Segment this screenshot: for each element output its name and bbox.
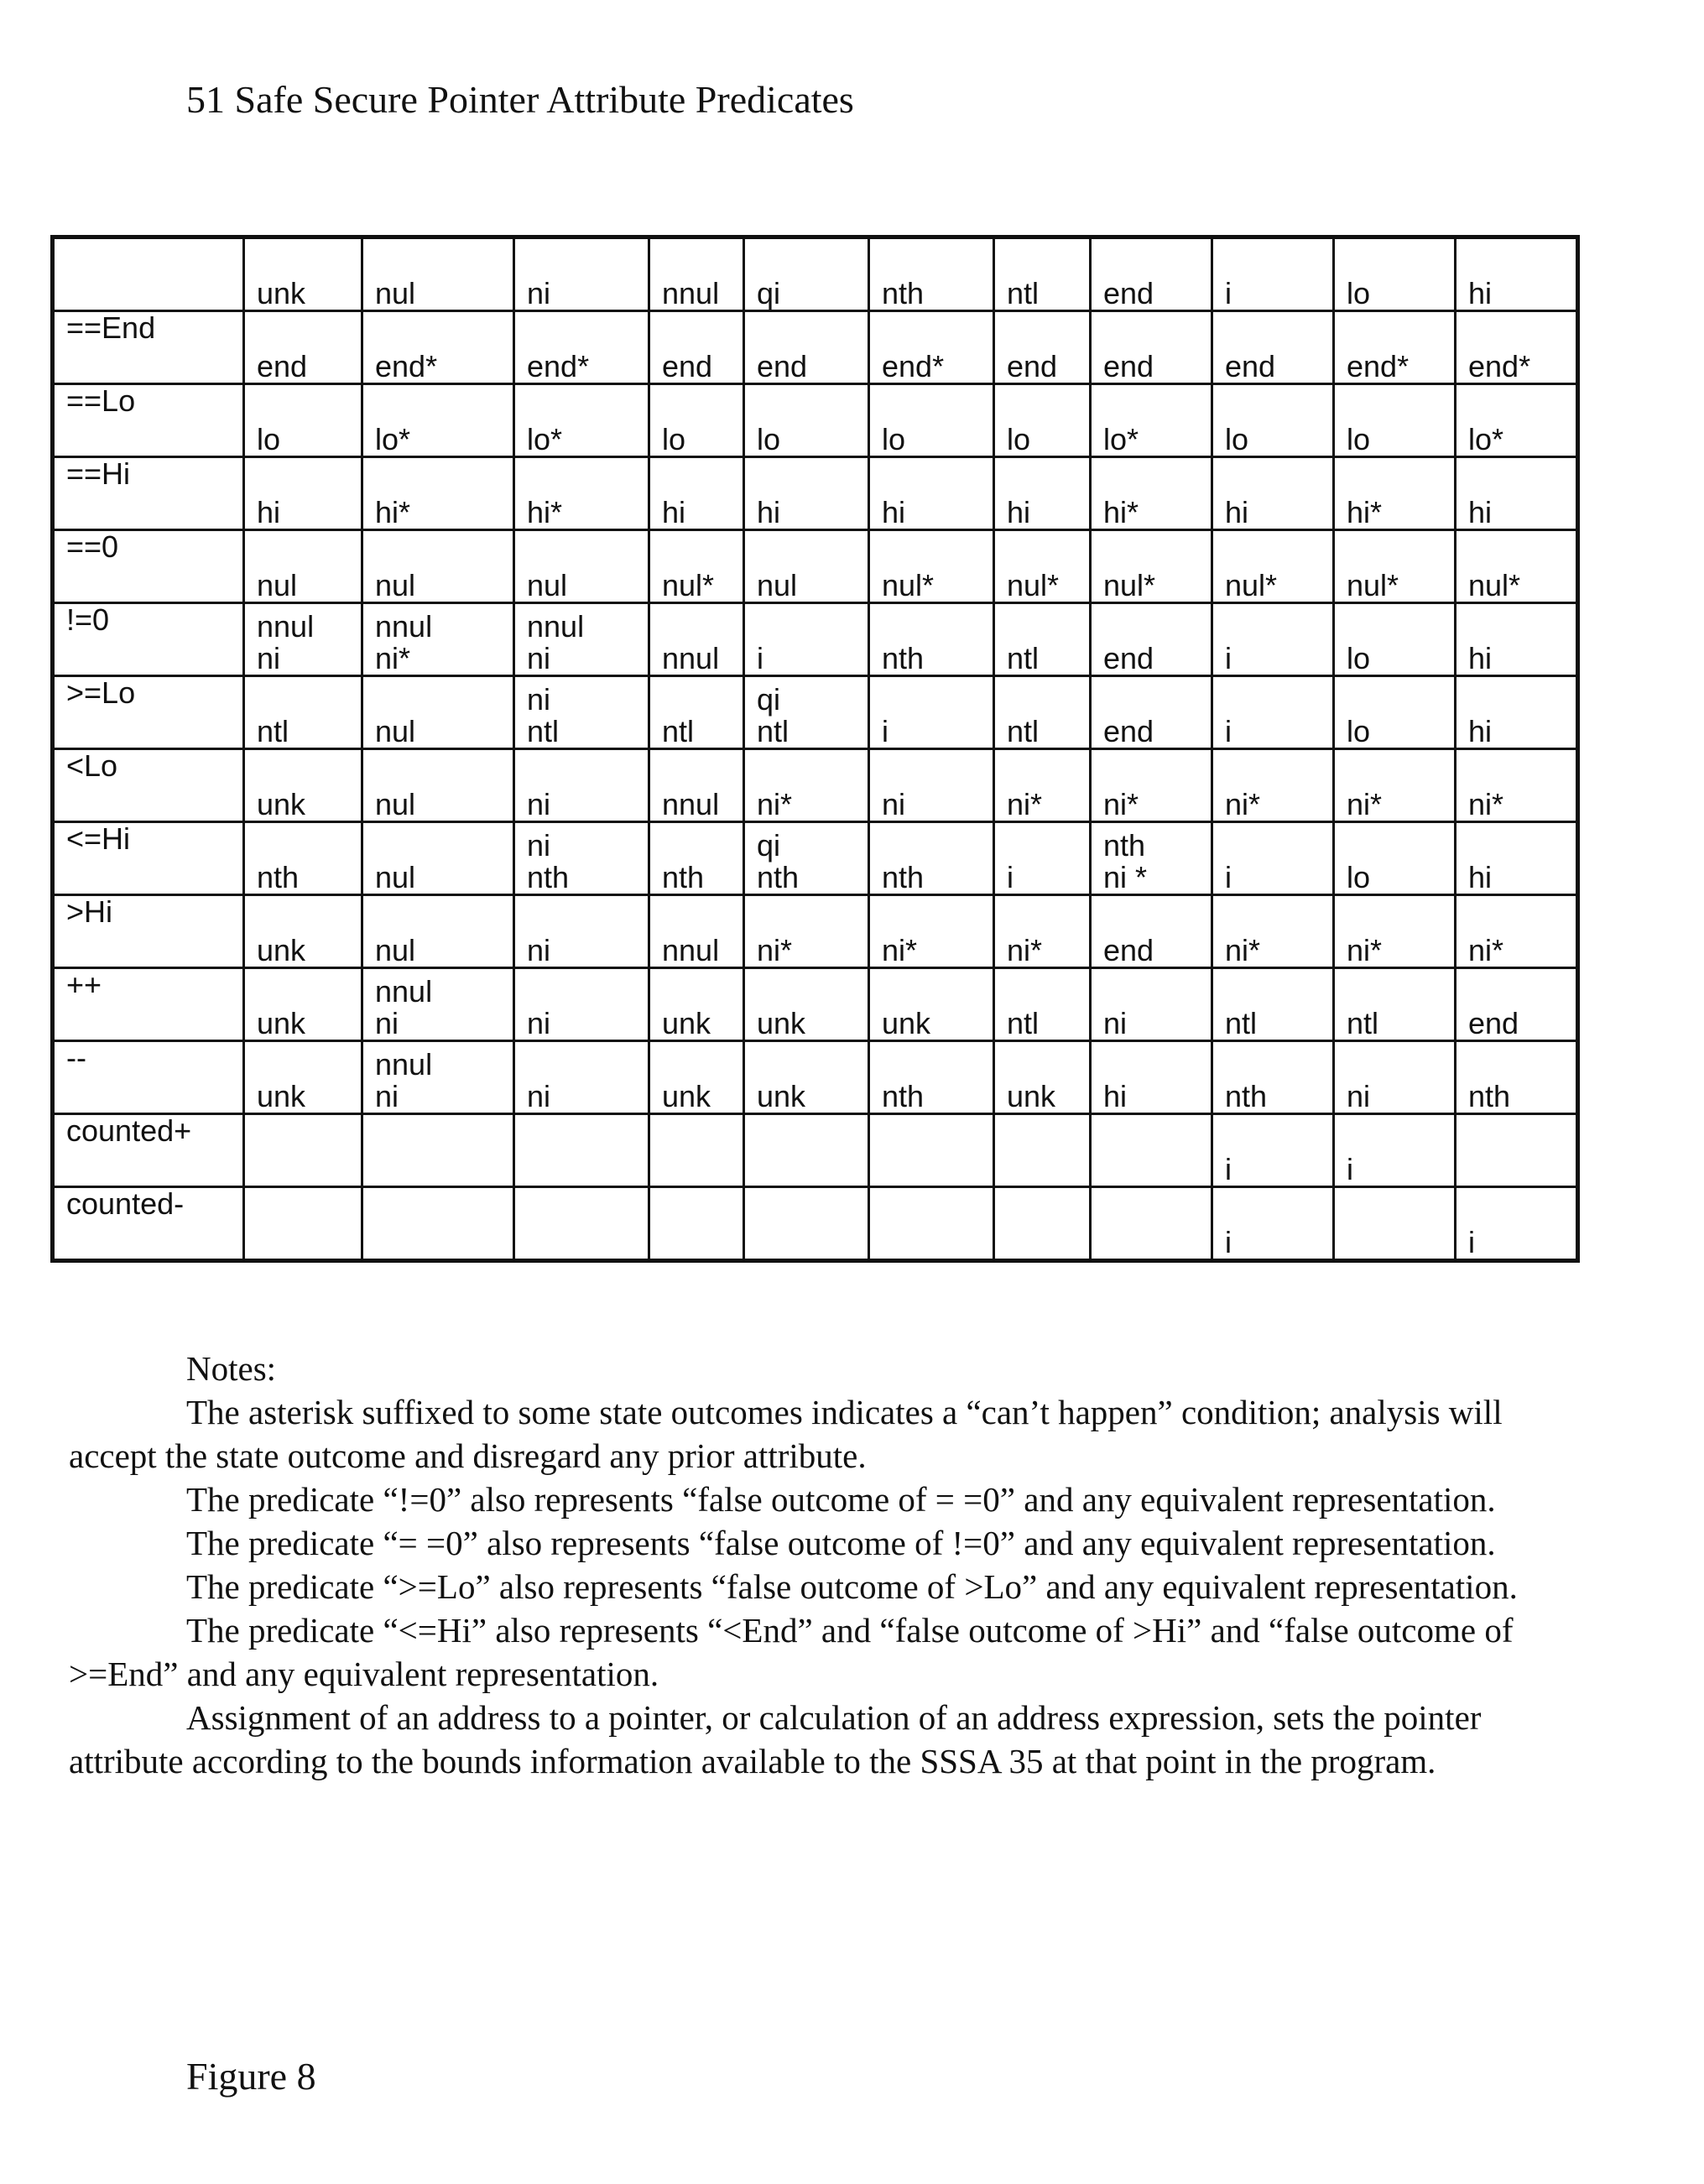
table-cell: [649, 1187, 744, 1261]
table-cell: lo: [1334, 384, 1456, 457]
table-cell: i: [744, 603, 869, 676]
column-header: lo: [1334, 237, 1456, 311]
table-cell: nnul: [649, 603, 744, 676]
table-cell: nul: [362, 895, 514, 968]
cell-line: ni: [375, 1079, 399, 1113]
table-cell: i: [994, 822, 1091, 895]
table-cell: lo*: [1091, 384, 1212, 457]
table-cell: nul*: [869, 530, 994, 603]
table-cell: nth: [649, 822, 744, 895]
table-cell: ni*: [1456, 749, 1578, 822]
table-cell: end: [649, 311, 744, 384]
table-cell: [1091, 822, 1212, 895]
table-cell: [869, 1114, 994, 1187]
cell-line: nth: [527, 860, 570, 894]
table-cell: [744, 676, 869, 749]
table-cell: i: [1212, 603, 1334, 676]
table-cell: ni: [869, 749, 994, 822]
table-corner-cell: [53, 237, 244, 311]
table-row: [53, 749, 1578, 822]
table-cell: nul*: [994, 530, 1091, 603]
table-cell: ntl: [994, 603, 1091, 676]
cell-line: nth: [757, 860, 800, 894]
table-cell: nul: [362, 530, 514, 603]
row-header: ==End: [53, 311, 244, 384]
table-cell: end: [1091, 311, 1212, 384]
table-cell: nth: [244, 822, 362, 895]
table-cell: lo: [994, 384, 1091, 457]
row-header: ==0: [53, 530, 244, 603]
notes-paragraph: The predicate “<=Hi” also represents “<End” and “false outcome of >Hi” and “false outcome of >=End” and any equivalent representation.: [69, 1611, 1514, 1693]
table-cell: i: [1334, 1114, 1456, 1187]
row-header: --: [53, 1041, 244, 1114]
column-header: unk: [244, 237, 362, 311]
table-cell: end: [1456, 968, 1578, 1041]
cell-line: ni: [527, 641, 551, 675]
column-header: nul: [362, 237, 514, 311]
table-cell: unk: [649, 968, 744, 1041]
table-cell: unk: [649, 1041, 744, 1114]
cell-line: ntl: [757, 714, 789, 748]
table-cell: [649, 1114, 744, 1187]
table-cell: i: [1212, 676, 1334, 749]
table-cell: nul*: [1456, 530, 1578, 603]
cell-line: nnul: [375, 609, 433, 644]
cell-line: ni *: [1103, 860, 1148, 894]
row-header: >Hi: [53, 895, 244, 968]
row-header: ==Hi: [53, 457, 244, 530]
table-cell: hi: [649, 457, 744, 530]
table-cell: nul*: [1334, 530, 1456, 603]
table-cell: lo*: [514, 384, 649, 457]
table-cell: unk: [869, 968, 994, 1041]
table-cell: end*: [869, 311, 994, 384]
table-cell: ni*: [994, 895, 1091, 968]
table-cell: ntl: [649, 676, 744, 749]
row-header: <=Hi: [53, 822, 244, 895]
table-cell: end: [744, 311, 869, 384]
table-cell: [244, 1187, 362, 1261]
table-cell: ni*: [1212, 749, 1334, 822]
row-header: ++: [53, 968, 244, 1041]
table-cell: unk: [244, 968, 362, 1041]
table-cell: lo: [1334, 822, 1456, 895]
table-cell: lo: [1334, 676, 1456, 749]
table-cell: nul: [362, 676, 514, 749]
table-cell: lo*: [1456, 384, 1578, 457]
cell-line: qi: [757, 682, 781, 717]
table-cell: hi: [1456, 457, 1578, 530]
table-cell: ntl: [994, 676, 1091, 749]
row-header: counted-: [53, 1187, 244, 1261]
table-cell: lo: [1334, 603, 1456, 676]
table-cell: end: [1091, 603, 1212, 676]
table-cell: unk: [244, 895, 362, 968]
table-cell: [362, 1114, 514, 1187]
notes-paragraph: The predicate “!=0” also represents “false outcome of = =0” and any equivalent representation.: [186, 1480, 1496, 1519]
table-cell: ni: [1334, 1041, 1456, 1114]
table-cell: hi: [744, 457, 869, 530]
table-cell: ni*: [1334, 749, 1456, 822]
cell-line: nnul: [375, 1047, 433, 1082]
table-cell: end*: [1334, 311, 1456, 384]
table-cell: i: [1212, 1114, 1334, 1187]
cell-line: ni: [527, 682, 551, 717]
cell-line: nnul: [527, 609, 585, 644]
table-cell: lo: [649, 384, 744, 457]
table-cell: unk: [744, 1041, 869, 1114]
table-cell: ni*: [744, 749, 869, 822]
table-cell: nnul: [649, 895, 744, 968]
row-header: counted+: [53, 1114, 244, 1187]
table-cell: [1091, 1187, 1212, 1261]
table-cell: nth: [1212, 1041, 1334, 1114]
table-cell: [514, 1187, 649, 1261]
table-cell: nul: [514, 530, 649, 603]
table-row: [53, 603, 1578, 676]
table-cell: [744, 1114, 869, 1187]
table-cell: i: [1212, 1187, 1334, 1261]
table-row: [53, 676, 1578, 749]
table-cell: hi: [1456, 603, 1578, 676]
table-cell: ni*: [744, 895, 869, 968]
notes-paragraph: The asterisk suffixed to some state outcomes indicates a “can’t happen” condition; analysis will accept the state outcome and disregard any prior attribute.: [69, 1393, 1503, 1475]
table-cell: ntl: [1212, 968, 1334, 1041]
table-body: [53, 311, 1578, 1261]
notes-paragraph: The predicate “>=Lo” also represents “false outcome of >Lo” and any equivalent representation.: [186, 1567, 1518, 1606]
table-cell: nth: [869, 603, 994, 676]
table-cell: nul: [744, 530, 869, 603]
table-cell: lo: [869, 384, 994, 457]
table-cell: ni: [514, 968, 649, 1041]
column-header: ni: [514, 237, 649, 311]
table-cell: [1091, 1114, 1212, 1187]
table-row: [53, 530, 1578, 603]
table-cell: [244, 603, 362, 676]
cell-line: ntl: [527, 714, 560, 748]
table-cell: hi*: [362, 457, 514, 530]
table-cell: nul: [362, 749, 514, 822]
table-cell: end*: [514, 311, 649, 384]
table-cell: ni*: [869, 895, 994, 968]
notes-paragraphs: [69, 1390, 1529, 1783]
table-cell: [1334, 1187, 1456, 1261]
notes-paragraph: The predicate “= =0” also represents “false outcome of !=0” and any equivalent representation.: [186, 1524, 1496, 1562]
table-cell: hi*: [1091, 457, 1212, 530]
table-cell: nnul: [649, 749, 744, 822]
table-cell: ntl: [1334, 968, 1456, 1041]
table-cell: hi: [244, 457, 362, 530]
cell-line: ni: [527, 828, 551, 863]
table-row: [53, 1041, 1578, 1114]
table-cell: unk: [744, 968, 869, 1041]
table-cell: [994, 1114, 1091, 1187]
table-cell: hi: [1212, 457, 1334, 530]
table-cell: ntl: [244, 676, 362, 749]
table-cell: unk: [994, 1041, 1091, 1114]
table-cell: nul*: [649, 530, 744, 603]
table-cell: unk: [244, 749, 362, 822]
table-cell: nth: [869, 822, 994, 895]
row-header: !=0: [53, 603, 244, 676]
table-cell: end: [994, 311, 1091, 384]
row-header: >=Lo: [53, 676, 244, 749]
cell-line: nnul: [375, 974, 433, 1009]
table-cell: end: [1091, 895, 1212, 968]
table-cell: ntl: [994, 968, 1091, 1041]
table-cell: hi: [869, 457, 994, 530]
column-header: end: [1091, 237, 1212, 311]
table-cell: ni: [514, 895, 649, 968]
table-cell: [362, 1041, 514, 1114]
table-cell: hi: [1091, 1041, 1212, 1114]
table-cell: nth: [1456, 1041, 1578, 1114]
cell-line: ni: [257, 641, 281, 675]
table-cell: unk: [244, 1041, 362, 1114]
table-cell: hi*: [514, 457, 649, 530]
table-cell: end: [1212, 311, 1334, 384]
notes-paragraph: Assignment of an address to a pointer, or calculation of an address expression, sets the pointer attribute according to the bounds information available to the SSSA 35 at that point in the program.: [69, 1698, 1482, 1780]
table-cell: nul*: [1212, 530, 1334, 603]
table-cell: ni: [514, 749, 649, 822]
notes-section: [69, 1347, 1529, 1783]
table-cell: i: [1212, 822, 1334, 895]
table-cell: hi: [1456, 676, 1578, 749]
cell-line: ni*: [375, 641, 411, 675]
table-row: [53, 895, 1578, 968]
table-cell: ni*: [994, 749, 1091, 822]
table-cell: lo: [744, 384, 869, 457]
column-header: qi: [744, 237, 869, 311]
table-cell: ni*: [1212, 895, 1334, 968]
cell-line: nnul: [257, 609, 315, 644]
column-header: ntl: [994, 237, 1091, 311]
table-cell: ni*: [1334, 895, 1456, 968]
table-cell: ni*: [1091, 749, 1212, 822]
row-header: ==Lo: [53, 384, 244, 457]
table-header-row: [53, 237, 1578, 311]
table-cell: lo: [244, 384, 362, 457]
table-cell: lo*: [362, 384, 514, 457]
table-cell: ni: [514, 1041, 649, 1114]
column-header: hi: [1456, 237, 1578, 311]
table-cell: ni*: [1456, 895, 1578, 968]
table-cell: end*: [1456, 311, 1578, 384]
table-row: [53, 822, 1578, 895]
table-cell: end*: [362, 311, 514, 384]
table-cell: nul: [362, 822, 514, 895]
table-cell: hi: [1456, 822, 1578, 895]
table-row: [53, 311, 1578, 384]
table-cell: ni: [1091, 968, 1212, 1041]
table-cell: [1456, 1114, 1578, 1187]
cell-line: qi: [757, 828, 781, 863]
table-cell: nul*: [1091, 530, 1212, 603]
table-cell: lo: [1212, 384, 1334, 457]
table-cell: [362, 603, 514, 676]
notes-heading: Notes:: [186, 1349, 277, 1388]
table-cell: i: [1456, 1187, 1578, 1261]
table-cell: hi: [994, 457, 1091, 530]
column-header: i: [1212, 237, 1334, 311]
table-cell: [244, 1114, 362, 1187]
table-cell: i: [869, 676, 994, 749]
cell-line: nth: [1103, 828, 1146, 863]
column-header: nnul: [649, 237, 744, 311]
column-header: nth: [869, 237, 994, 311]
table-row: [53, 457, 1578, 530]
table-cell: end: [244, 311, 362, 384]
table-cell: [514, 1114, 649, 1187]
table-cell: [514, 676, 649, 749]
table-row: [53, 384, 1578, 457]
table-cell: [362, 1187, 514, 1261]
table-cell: [869, 1187, 994, 1261]
row-header: <Lo: [53, 749, 244, 822]
table-row: [53, 1187, 1578, 1261]
table-cell: [744, 1187, 869, 1261]
predicate-table: [50, 235, 1580, 1263]
table-row: [53, 1114, 1578, 1187]
table-cell: [994, 1187, 1091, 1261]
table-cell: nth: [869, 1041, 994, 1114]
table-cell: end: [1091, 676, 1212, 749]
figure-label: Figure 8: [186, 2055, 316, 2098]
table-row: [53, 968, 1578, 1041]
table-cell: [362, 968, 514, 1041]
table-cell: [744, 822, 869, 895]
table-cell: [514, 822, 649, 895]
page-title: 51 Safe Secure Pointer Attribute Predicates: [186, 78, 854, 121]
cell-line: ni: [375, 1006, 399, 1040]
table-cell: hi*: [1334, 457, 1456, 530]
table-cell: nul: [244, 530, 362, 603]
table-cell: [514, 603, 649, 676]
